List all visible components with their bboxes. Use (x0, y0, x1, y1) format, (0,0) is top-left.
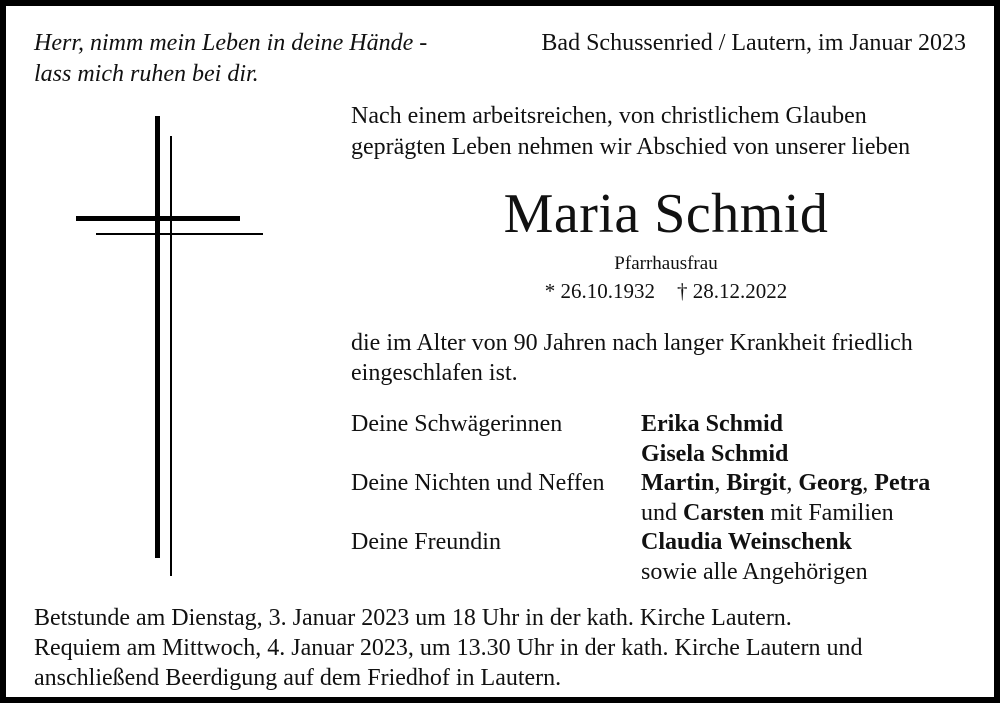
mourner-name-part: , (714, 470, 727, 497)
death-date: † 28.12.2022 (677, 279, 788, 303)
intro-line-2: geprägten Leben nehmen wir Abschied von unserer lieben (351, 134, 911, 160)
mourner-name-part: Martin (641, 470, 715, 497)
motto-line-1: Herr, nimm mein Leben in deine Hände - (34, 30, 428, 56)
mourner-name-part: sowie alle Angehörigen (641, 558, 868, 585)
intro-line-1: Nach einem arbeitsreichen, von christlichem Glauben (351, 103, 867, 129)
mourner-relation: Deine Freundin (351, 529, 501, 556)
mourner-name-part: , (862, 470, 875, 497)
mourner-relation: Deine Nichten und Neffen (351, 470, 605, 497)
service-line-1: Betstunde am Dienstag, 3. Januar 2023 um 18 Uhr in der kath. Kirche Lautern. (34, 605, 792, 631)
mourner-names (641, 528, 852, 558)
mourner-name-part: , (786, 470, 799, 497)
motto-line-2: lass mich ruhen bei dir. (34, 61, 259, 87)
birth-date: * 26.10.1932 (544, 279, 655, 303)
intro-text (351, 101, 910, 163)
mourner-name-part: Gisela Schmid (641, 440, 789, 467)
mourner-names (641, 469, 930, 499)
place-date: Bad Schussenried / Lautern, im Januar 2023 (541, 30, 966, 56)
mourner-names (641, 499, 894, 529)
deceased-name: Maria Schmid (503, 183, 829, 245)
mourner-relation: Deine Schwägerinnen (351, 411, 563, 437)
passing-text (351, 328, 913, 388)
service-info (34, 603, 862, 693)
mourner-name-part: Georg (798, 470, 863, 497)
mourner-name-part: Birgit (726, 470, 787, 497)
mourner-name-part: und (641, 499, 683, 526)
mourner-names (641, 410, 783, 440)
passing-line-2: eingeschlafen ist. (351, 360, 518, 386)
life-dates (351, 278, 981, 304)
deceased-occupation: Pfarrhausfrau (614, 253, 718, 274)
motto (34, 28, 427, 90)
mourner-name-part: Carsten (683, 499, 765, 526)
mourner-name-part: mit Familien (764, 499, 894, 526)
mourner-name-part: Claudia Weinschenk (641, 529, 852, 556)
mourner-names (641, 440, 788, 470)
passing-line-1: die im Alter von 90 Jahren nach langer Krankheit friedlich (351, 330, 913, 356)
mourner-name-part: Erika Schmid (641, 411, 784, 437)
service-line-2: Requiem am Mittwoch, 4. Januar 2023, um 13.30 Uhr in der kath. Kirche Lautern und (34, 635, 863, 661)
mourner-names (641, 558, 868, 588)
mourner-name-part: Petra (874, 470, 931, 497)
service-line-3: anschließend Beerdigung auf dem Friedhof in Lautern. (34, 665, 562, 691)
